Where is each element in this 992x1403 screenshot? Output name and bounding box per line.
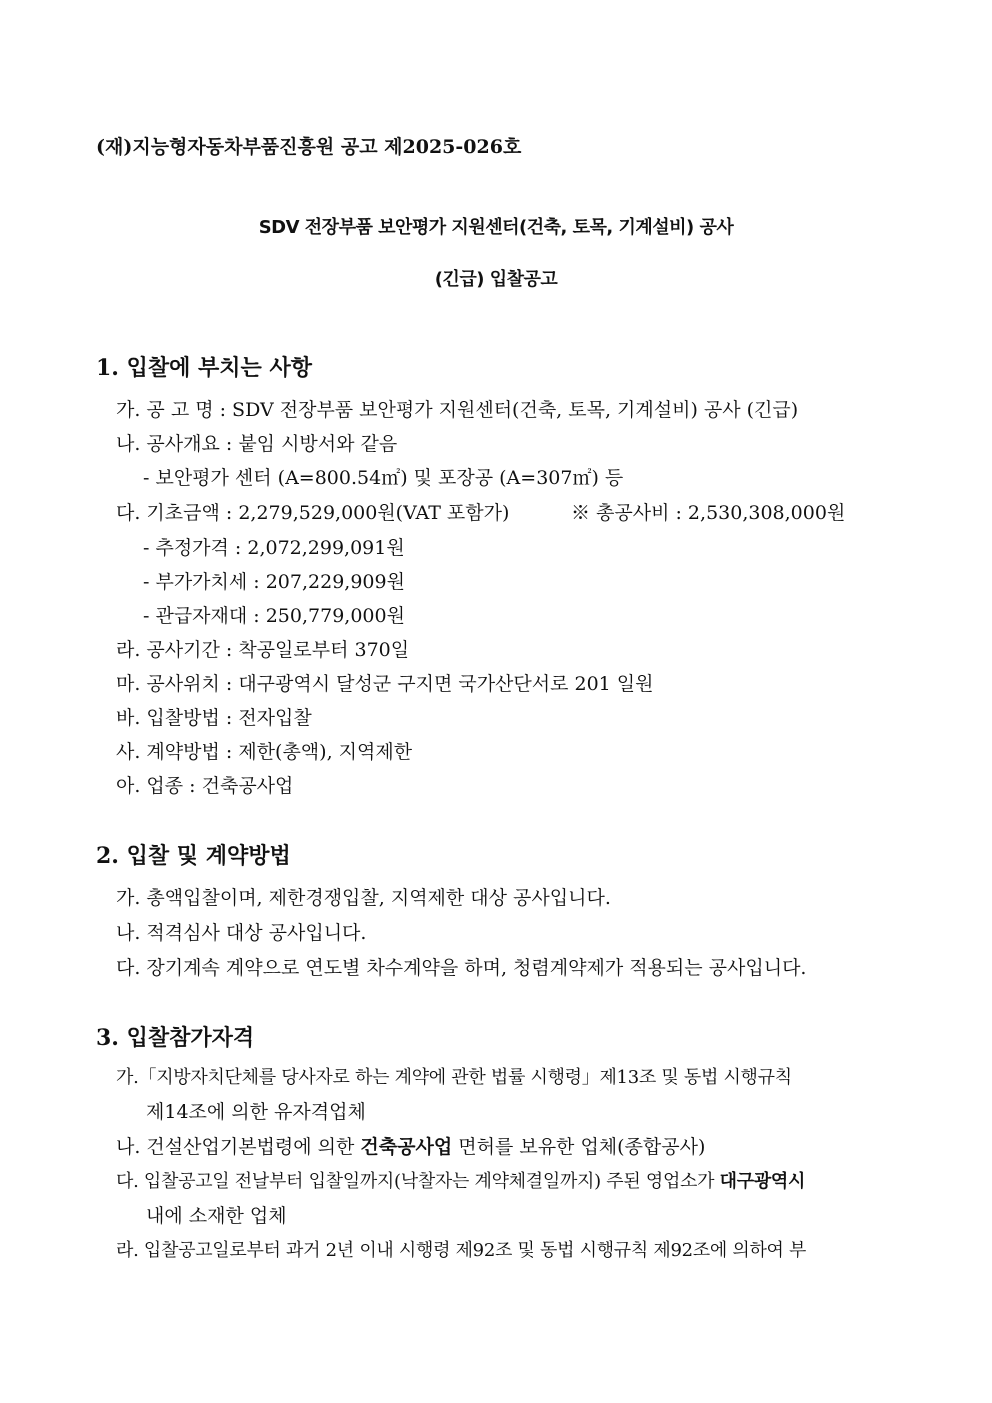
section1-item-na: 나. 공사개요 : 붙임 시방서와 같음 (116, 433, 398, 455)
section1-item-a: 아. 업종 : 건축공사업 (116, 775, 294, 797)
section3-item-ra-line1: 라. 입찰공고일로부터 과거 2년 이내 시행령 제92조 및 동법 시행규칙 제92조에 의하여 부 (116, 1240, 807, 1261)
section1-item-da: 다. 기초금액 : 2,279,529,000원(VAT 포함가) (116, 502, 510, 524)
section2-item-da: 다. 장기계속 계약으로 연도별 차수계약을 하며, 청렴계약제가 적용되는 공사입니다. (116, 957, 807, 979)
document-title-line2: (긴급) 입찰공고 (434, 269, 558, 290)
notice-number: (재)지능형자동차부품진흥원 공고 제2025-026호 (96, 136, 522, 158)
section3-da-text: 다. 입찰공고일 전날부터 입찰일까지(낙찰자는 계약체결일까지) 주된 영업소가 (116, 1171, 720, 1192)
section3-item-na (116, 1134, 705, 1160)
section3-na-text: 나. 건설산업기본법령에 의한 (116, 1136, 361, 1158)
section1-item-ra: 라. 공사기간 : 착공일로부터 370일 (116, 639, 410, 661)
section3-heading: 3. 입찰참가자격 (96, 1025, 255, 1051)
section3-na-bold: 건축공사업 (360, 1136, 453, 1158)
section1-item-da-sub2: - 부가가치세 : 207,229,909원 (143, 571, 405, 593)
section3-item-da-line1 (116, 1169, 805, 1195)
section3-item-da-line2: 내에 소재한 업체 (146, 1205, 287, 1227)
section1-item-ga: 가. 공 고 명 : SDV 전장부품 보안평가 지원센터(건축, 토목, 기계설비) 공사 (긴급) (116, 399, 799, 421)
section1-item-ba: 바. 입찰방법 : 전자입찰 (116, 707, 312, 729)
section1-item-na-sub: - 보안평가 센터 (A=800.54㎡) 및 포장공 (A=307㎡) 등 (143, 467, 624, 489)
section1-item-da-sub3: - 관급자재대 : 250,779,000원 (143, 605, 405, 627)
document-title-line1: SDV 전장부품 보안평가 지원센터(건축, 토목, 기계설비) 공사 (258, 217, 734, 238)
section1-item-ma: 마. 공사위치 : 대구광역시 달성군 구지면 국가산단서로 201 일원 (116, 673, 654, 695)
section2-item-ga: 가. 총액입찰이며, 제한경쟁입찰, 지역제한 대상 공사입니다. (116, 887, 611, 909)
section1-heading: 1. 입찰에 부치는 사항 (96, 355, 312, 381)
section3-item-ga-line1: 가.「지방자치단체를 당사자로 하는 계약에 관한 법률 시행령」제13조 및 동법 시행규칙 (116, 1067, 792, 1088)
section3-da-bold: 대구광역시 (719, 1171, 806, 1192)
section2-heading: 2. 입찰 및 계약방법 (96, 843, 291, 869)
section3-na-text-end: 면허를 보유한 업체(종합공사) (452, 1136, 706, 1158)
section2-item-na: 나. 적격심사 대상 공사입니다. (116, 922, 367, 944)
section1-item-sa: 사. 계약방법 : 제한(총액), 지역제한 (116, 741, 413, 763)
section1-item-da-sub1: - 추정가격 : 2,072,299,091원 (143, 537, 405, 559)
section3-item-ga-line2: 제14조에 의한 유자격업체 (146, 1101, 366, 1123)
section1-item-da-total: ※ 총공사비 : 2,530,308,000원 (571, 502, 846, 524)
